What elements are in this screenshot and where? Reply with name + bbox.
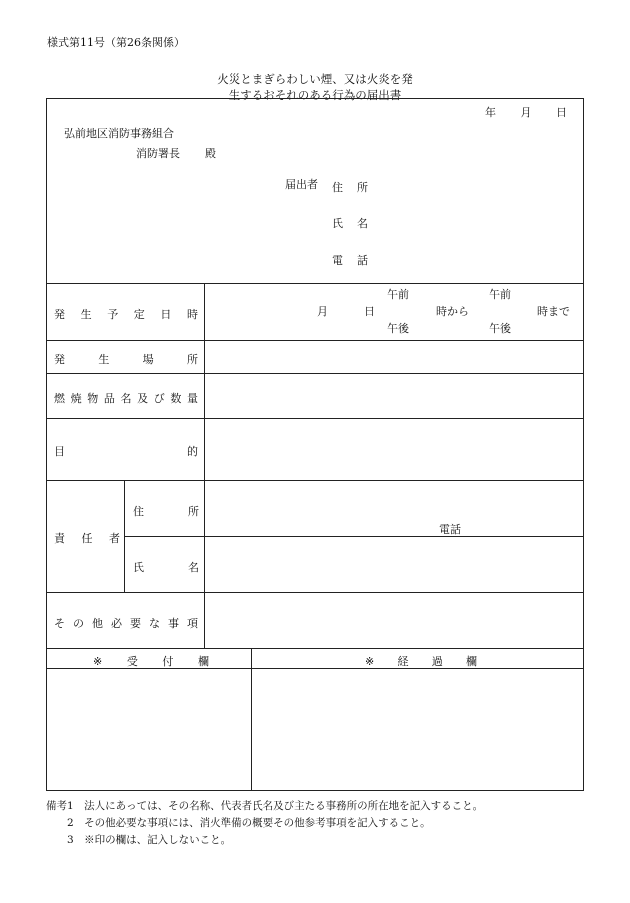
schedule-label: [54, 306, 198, 322]
responsible-subcolumn-divider: [124, 480, 125, 592]
place-label: [54, 351, 198, 367]
schedule-label-char: 時: [186, 308, 198, 321]
schedule-label-char: 生: [80, 308, 92, 321]
schedule-pm-start: 午後: [387, 322, 409, 335]
applicant-address-label: [332, 179, 368, 195]
date-day: 日: [556, 106, 567, 119]
materials-label-char: 物: [87, 392, 99, 405]
other-items-char: な: [149, 617, 160, 630]
schedule-month: 月: [317, 305, 328, 318]
title-line-2: 生するおそれのある行為の届出書: [228, 88, 402, 102]
applicant-phone-char: 電: [332, 254, 343, 267]
progress-header-char: 過: [431, 655, 443, 668]
progress-column-header: [365, 653, 477, 669]
applicant-phone-char: 話: [357, 254, 368, 267]
responsible-address-char: 住: [133, 505, 144, 518]
responsible-label-char: 責: [54, 532, 65, 545]
purpose-label-char: 的: [187, 445, 198, 458]
divider-top-section: [46, 283, 584, 284]
purpose-label-char: 目: [54, 445, 65, 458]
materials-label-char: び: [153, 392, 165, 405]
divider-other: [46, 648, 584, 649]
notes-section: [46, 798, 483, 849]
applicant-name-char: 氏: [332, 217, 343, 230]
label-column-divider: [204, 283, 205, 648]
materials-label-char: 名: [120, 392, 132, 405]
responsible-phone-label: 電話: [439, 523, 461, 536]
materials-label-char: 品: [103, 392, 115, 405]
note-3: 3 ※印の欄は、記入しないこと。: [46, 834, 232, 846]
reception-header-char: ※: [93, 654, 103, 668]
addressee-organization: 弘前地区消防事務組合: [64, 127, 174, 140]
place-label-char: 場: [142, 353, 154, 366]
divider-responsible-inner: [124, 536, 584, 537]
other-items-char: 他: [92, 617, 103, 630]
materials-label-char: 焼: [70, 392, 82, 405]
place-label-char: 所: [186, 353, 198, 366]
responsible-label-char: 者: [109, 532, 120, 545]
date-line: [485, 104, 567, 120]
schedule-until: 時まで: [537, 305, 570, 318]
schedule-pm-end: 午後: [489, 322, 511, 335]
applicant-address-char: 所: [357, 181, 368, 194]
applicant-name-label: [332, 215, 368, 231]
place-label-char: 発: [54, 353, 65, 366]
applicant-label: 届出者: [285, 178, 318, 191]
materials-label-char: 燃: [54, 392, 65, 405]
date-month: 月: [520, 106, 532, 119]
divider-materials: [46, 418, 584, 419]
progress-header-char: 経: [397, 655, 409, 668]
other-items-char: 必: [111, 617, 122, 630]
materials-label-char: 量: [187, 392, 198, 405]
date-year: 年: [485, 106, 496, 119]
other-items-label: [54, 615, 198, 631]
title-line-1: 火災とまぎらわしい煙、又は火炎を発: [217, 72, 413, 86]
other-items-char: の: [73, 617, 84, 630]
schedule-am-start: 午前: [387, 288, 409, 301]
bottom-column-divider: [251, 648, 252, 791]
schedule-day: 日: [364, 305, 375, 318]
note-2: 2 その他必要な事項には、消火準備の概要その他参考事項を記入すること。: [46, 817, 431, 829]
responsible-address-char: 所: [188, 505, 199, 518]
place-label-char: 生: [98, 353, 110, 366]
other-items-char: そ: [54, 617, 65, 630]
divider-schedule: [46, 340, 584, 341]
responsible-label-char: 任: [81, 532, 93, 545]
schedule-label-char: 発: [54, 308, 65, 321]
other-items-char: 要: [130, 617, 141, 630]
other-items-char: 項: [187, 617, 198, 630]
reception-header-char: 受: [126, 655, 138, 668]
reception-header-char: 付: [162, 655, 174, 668]
materials-label-char: 数: [170, 392, 182, 405]
other-items-char: 事: [168, 617, 179, 630]
applicant-name-char: 名: [357, 217, 368, 230]
schedule-label-char: 日: [160, 308, 172, 321]
responsible-label: [54, 530, 120, 546]
divider-responsible: [46, 592, 584, 593]
progress-header-char: ※: [365, 654, 375, 668]
applicant-address-char: 住: [332, 181, 343, 194]
materials-label-char: 及: [137, 392, 149, 405]
form-number: 様式第11号（第26条関係）: [47, 36, 185, 49]
schedule-from: 時から: [436, 305, 469, 318]
progress-header-char: 欄: [465, 655, 477, 668]
note-1: 備考1 法人にあっては、その名称、代表者氏名及び主たる事務所の所在地を記入すること。: [46, 800, 484, 812]
responsible-name-label: [133, 559, 199, 575]
schedule-am-end: 午前: [489, 288, 511, 301]
purpose-label: [54, 443, 198, 459]
schedule-label-char: 定: [133, 308, 145, 321]
responsible-name-char: 氏: [133, 561, 144, 574]
materials-label: [54, 390, 198, 406]
divider-place: [46, 373, 584, 374]
responsible-name-char: 名: [188, 561, 199, 574]
responsible-address-label: [133, 503, 199, 519]
reception-header-char: 欄: [198, 655, 209, 668]
divider-purpose: [46, 480, 584, 481]
reception-column-header: [93, 653, 209, 669]
addressee-honorific: 殿: [205, 147, 216, 160]
addressee-title: 消防署長: [136, 147, 180, 160]
applicant-phone-label: [332, 252, 368, 268]
schedule-label-char: 予: [107, 308, 119, 321]
